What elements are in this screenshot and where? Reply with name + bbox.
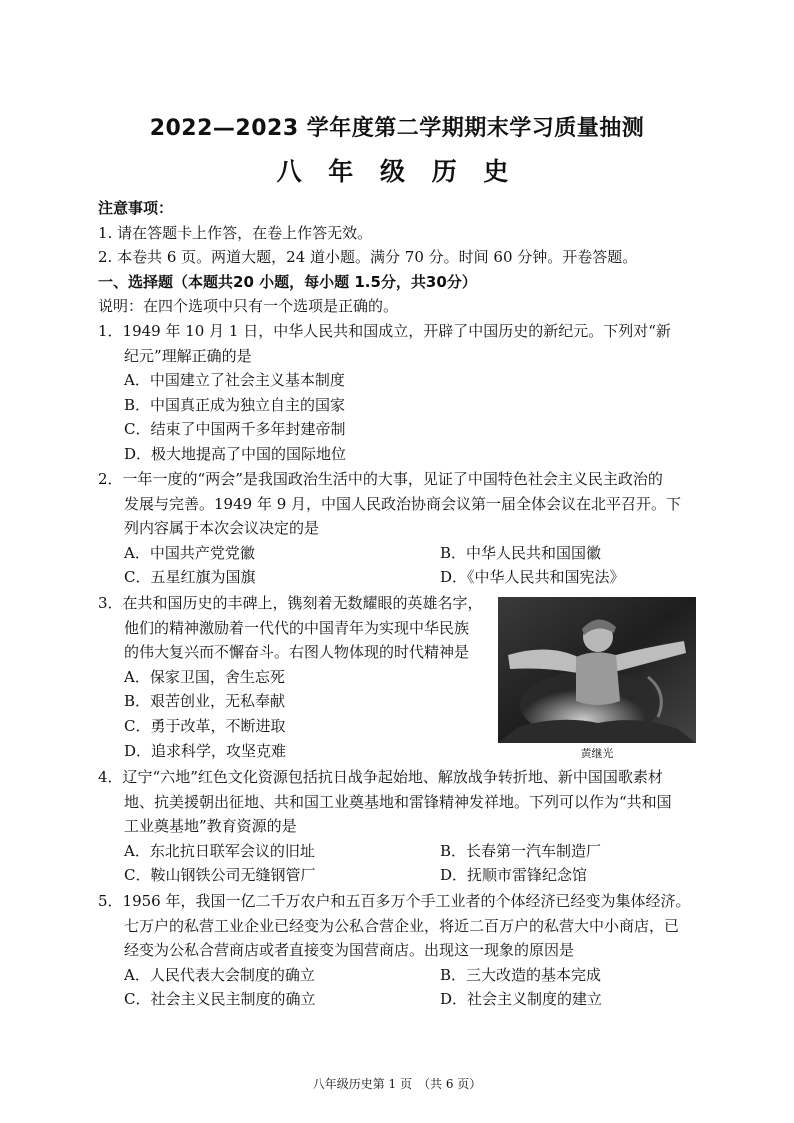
- option-d: D．《中华人民共和国宪法》: [440, 568, 625, 587]
- section-instruction: 说明：在四个选项中只有一个选项是正确的。: [98, 297, 399, 316]
- option-row: [98, 565, 713, 590]
- notes-heading: 注意事项：: [98, 199, 174, 217]
- hero-photo-illustration: [498, 597, 696, 743]
- question-stem: 发展与完善。1949 年 9 月，中国人民政治协商会议第一届全体会议在北平召开。下: [124, 494, 682, 513]
- question-stem: 3．在共和国历史的丰碑上，镌刻着无数耀眼的英雄名字，: [98, 594, 483, 612]
- question-stem: 5．1956 年，我国一亿二千万农户和五百多万个手工业者的个体经济已经变为集体经济。: [98, 892, 691, 910]
- question-stem: 1．1949 年 10 月 1 日，中华人民共和国成立，开辟了中国历史的新纪元。下列对“新: [98, 322, 671, 340]
- hero-photo: [498, 597, 696, 743]
- option-b: B．中华人民共和国国徽: [440, 543, 602, 562]
- notes-section: [98, 196, 713, 319]
- question-3: [98, 591, 498, 763]
- question-stem: 的伟大复兴而不懈奋斗。右图人物体现的时代精神是: [124, 643, 470, 662]
- question-2: [98, 467, 713, 590]
- question-1: [98, 319, 713, 467]
- question-stem: 列内容属于本次会议决定的是: [124, 519, 320, 538]
- question-stem: 他们的精神激励着一代代的中国青年为实现中华民族: [124, 618, 470, 637]
- page-footer: 八年级历史第 1 页 （共 6 页）: [312, 1077, 482, 1091]
- section-heading: 一、选择题（本题共20 小题，每小题 1.5分，共30分）: [98, 272, 477, 291]
- photo-caption: 黄继光: [580, 747, 614, 760]
- option-b: B．艰苦创业，无私奉献: [124, 692, 286, 711]
- exam-title: 2022—2023 学年度第二学期期末学习质量抽测: [149, 116, 645, 141]
- question-stem: 经变为公私合营商店或者直接变为国营商店。出现这一现象的原因是: [124, 941, 575, 960]
- option-a: A．保家卫国，舍生忘死: [124, 667, 285, 686]
- question-5: [98, 889, 713, 1012]
- option-a: A．人民代表大会制度的确立: [124, 965, 315, 984]
- option-b: B．三大改造的基本完成: [440, 965, 602, 984]
- question-stem: 2．一年一度的“两会”是我国政治生活中的大事，见证了中国特色社会主义民主政治的: [98, 470, 663, 488]
- option-c: C．社会主义民主制度的确立: [124, 990, 316, 1009]
- question-stem: 地、抗美援朝出征地、共和国工业奠基地和雷锋精神发祥地。下列可以作为“共和国: [124, 792, 672, 811]
- option-c: C．结束了中国两千多年封建帝制: [124, 420, 346, 439]
- option-a: A．中国建立了社会主义基本制度: [124, 371, 345, 390]
- option-row: [98, 963, 713, 988]
- exam-subtitle: 八 年 级 历 史: [276, 157, 518, 186]
- option-c: C．鞍山钢铁公司无缝钢管厂: [124, 866, 316, 885]
- option-row: [98, 863, 713, 888]
- question-stem: 纪元”理解正确的是: [124, 346, 252, 365]
- note-item: 2. 本卷共 6 页。两道大题，24 道小题。满分 70 分。时间 60 分钟。开卷答题。: [98, 248, 638, 267]
- note-item: 1. 请在答题卡上作答，在卷上作答无效。: [98, 223, 373, 242]
- option-c: C．勇于改革，不断进取: [124, 716, 286, 735]
- question-stem: 4．辽宁“六地”红色文化资源包括抗日战争起始地、解放战争转折地、新中国国歌素材: [98, 768, 663, 786]
- option-d: D．极大地提高了中国的国际地位: [124, 444, 347, 463]
- option-d: D．抚顺市雷锋纪念馆: [440, 866, 588, 885]
- option-b: B．长春第一汽车制造厂: [440, 841, 602, 860]
- option-b: B．中国真正成为独立自主的国家: [124, 395, 346, 414]
- option-c: C．五星红旗为国旗: [124, 568, 256, 587]
- question-stem: 工业奠基地”教育资源的是: [124, 817, 297, 836]
- question-stem: 七万户的私营工业企业已经变为公私合营企业，将近二百万户的私营大中小商店，已: [124, 916, 680, 935]
- option-d: D．社会主义制度的建立: [440, 990, 603, 1009]
- option-row: [98, 987, 713, 1012]
- option-a: A．中国共产党党徽: [124, 543, 255, 562]
- option-row: [98, 541, 713, 566]
- option-a: A．东北抗日联军会议的旧址: [124, 841, 315, 860]
- option-row: [98, 839, 713, 864]
- option-d: D．追求科学，攻坚克难: [124, 741, 287, 760]
- question-4: [98, 765, 713, 888]
